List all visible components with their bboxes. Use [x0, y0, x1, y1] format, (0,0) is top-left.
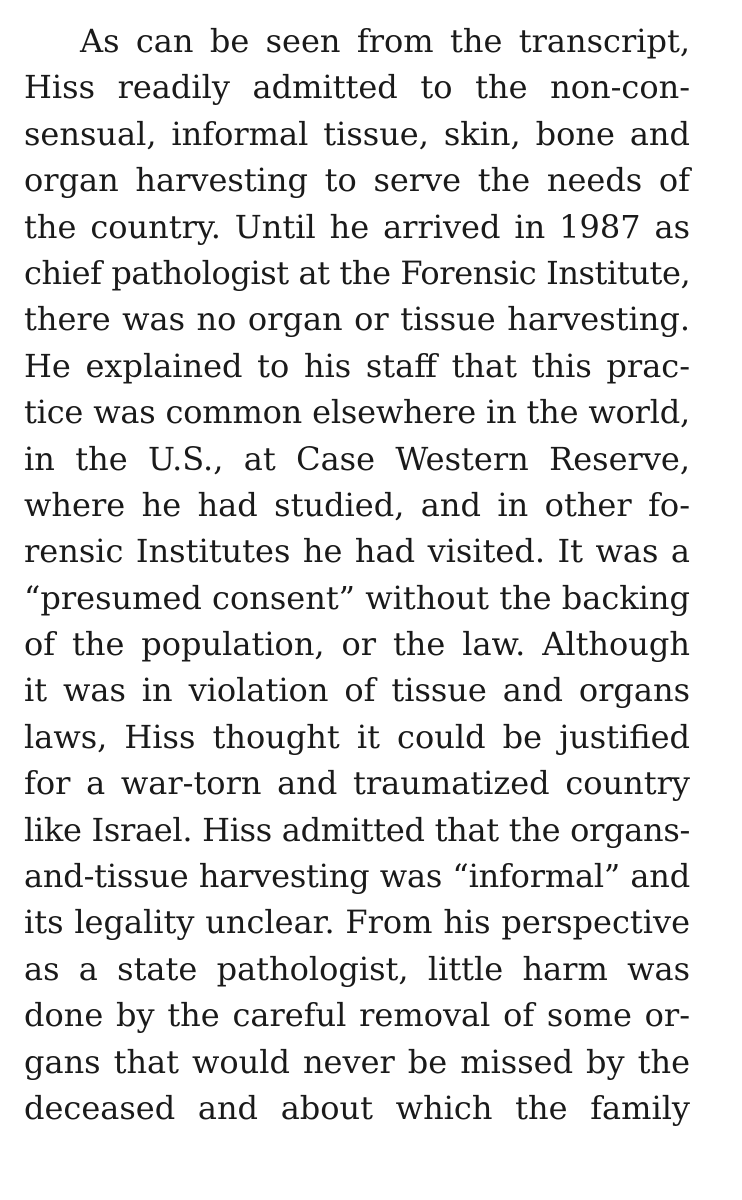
text-line: in the U.S., at Case Western Reserve, [24, 439, 690, 478]
text-line: as a state pathologist, little harm was [24, 949, 690, 988]
text-line: laws, Hiss thought it could be justified [24, 717, 690, 756]
text-line: like Israel. Hiss admitted that the organs- [24, 810, 690, 849]
text-line: “presumed consent” without the backing [24, 578, 690, 617]
text-line: the country. Until he arrived in 1987 as [24, 207, 690, 246]
text-page [24, 18, 690, 1131]
text-line: for a war-torn and traumatized country [24, 764, 690, 803]
text-line: it was in violation of tissue and organs [24, 671, 690, 710]
text-line: where he had studied, and in other fo- [24, 485, 690, 524]
text-line: rensic Institutes he had visited. It was a [24, 532, 690, 571]
text-line: gans that would never be missed by the [24, 1042, 690, 1081]
text-line: Hiss readily admitted to the non-con- [24, 68, 690, 107]
text-line: its legality unclear. From his perspective [24, 903, 690, 942]
text-line: As can be seen from the transcript, [80, 22, 690, 60]
text-line: done by the careful removal of some or- [24, 996, 690, 1035]
text-line: chief pathologist at the Forensic Institute, [24, 253, 691, 292]
text-line: deceased and about which the family [24, 1088, 690, 1127]
text-line: tice was common elsewhere in the world, [24, 393, 690, 432]
text-line: of the population, or the law. Although [24, 625, 690, 664]
text-line: sensual, informal tissue, skin, bone and [24, 114, 690, 153]
text-line: He explained to his staff that this prac- [24, 346, 690, 385]
text-line: there was no organ or tissue harvesting. [24, 300, 690, 339]
text-line: and-tissue harvesting was “informal” and [24, 857, 690, 896]
text-line: organ harvesting to serve the needs of [24, 161, 690, 200]
